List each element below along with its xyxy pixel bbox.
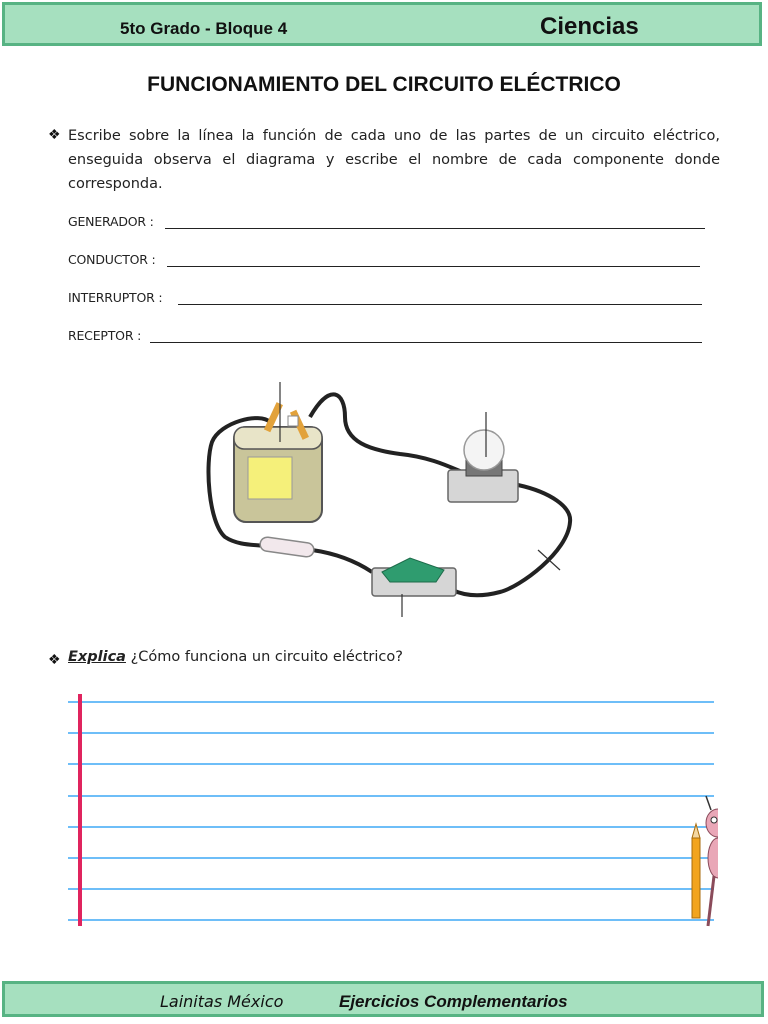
subject-label: Ciencias (540, 13, 639, 40)
field-label: CONDUCTOR : (68, 252, 156, 267)
instructions-text: Escribe sobre la línea la función de cada uno de las partes de un circuito eléctrico, enseguida observa el diagrama y escribe el nombre de cada componente donde corresponda. (68, 128, 720, 192)
field-label: GENERADOR : (68, 214, 154, 229)
grade-label: 5to Grado - Bloque 4 (120, 19, 288, 38)
field-generador (68, 214, 154, 229)
answer-line[interactable] (150, 342, 702, 343)
question-verb: Explica (68, 649, 126, 665)
question-text: ¿Cómo funciona un circuito eléctrico? (125, 649, 403, 665)
answer-line[interactable] (167, 266, 700, 267)
question (68, 649, 403, 665)
field-label: INTERRUPTOR : (68, 290, 163, 305)
field-interruptor (68, 290, 162, 305)
field-label: RECEPTOR : (68, 328, 142, 343)
page-header (2, 2, 762, 46)
page-footer (2, 981, 764, 1017)
diamond-bullet-icon: ❖ (48, 126, 61, 142)
page-title: FUNCIONAMIENTO DEL CIRCUITO ELÉCTRICO (147, 73, 621, 96)
footer-brand: Lainitas México (160, 992, 284, 1011)
answer-line[interactable] (178, 304, 702, 305)
footer-series: Ejercicios Complementarios (339, 992, 568, 1011)
field-conductor (68, 252, 156, 267)
ruled-writing-area[interactable] (68, 690, 718, 930)
answer-line[interactable] (165, 228, 705, 229)
circuit-diagram (200, 372, 580, 622)
ant-with-pencil-icon (692, 796, 718, 926)
field-receptor (68, 328, 141, 343)
diamond-bullet-icon: ❖ (48, 651, 61, 667)
